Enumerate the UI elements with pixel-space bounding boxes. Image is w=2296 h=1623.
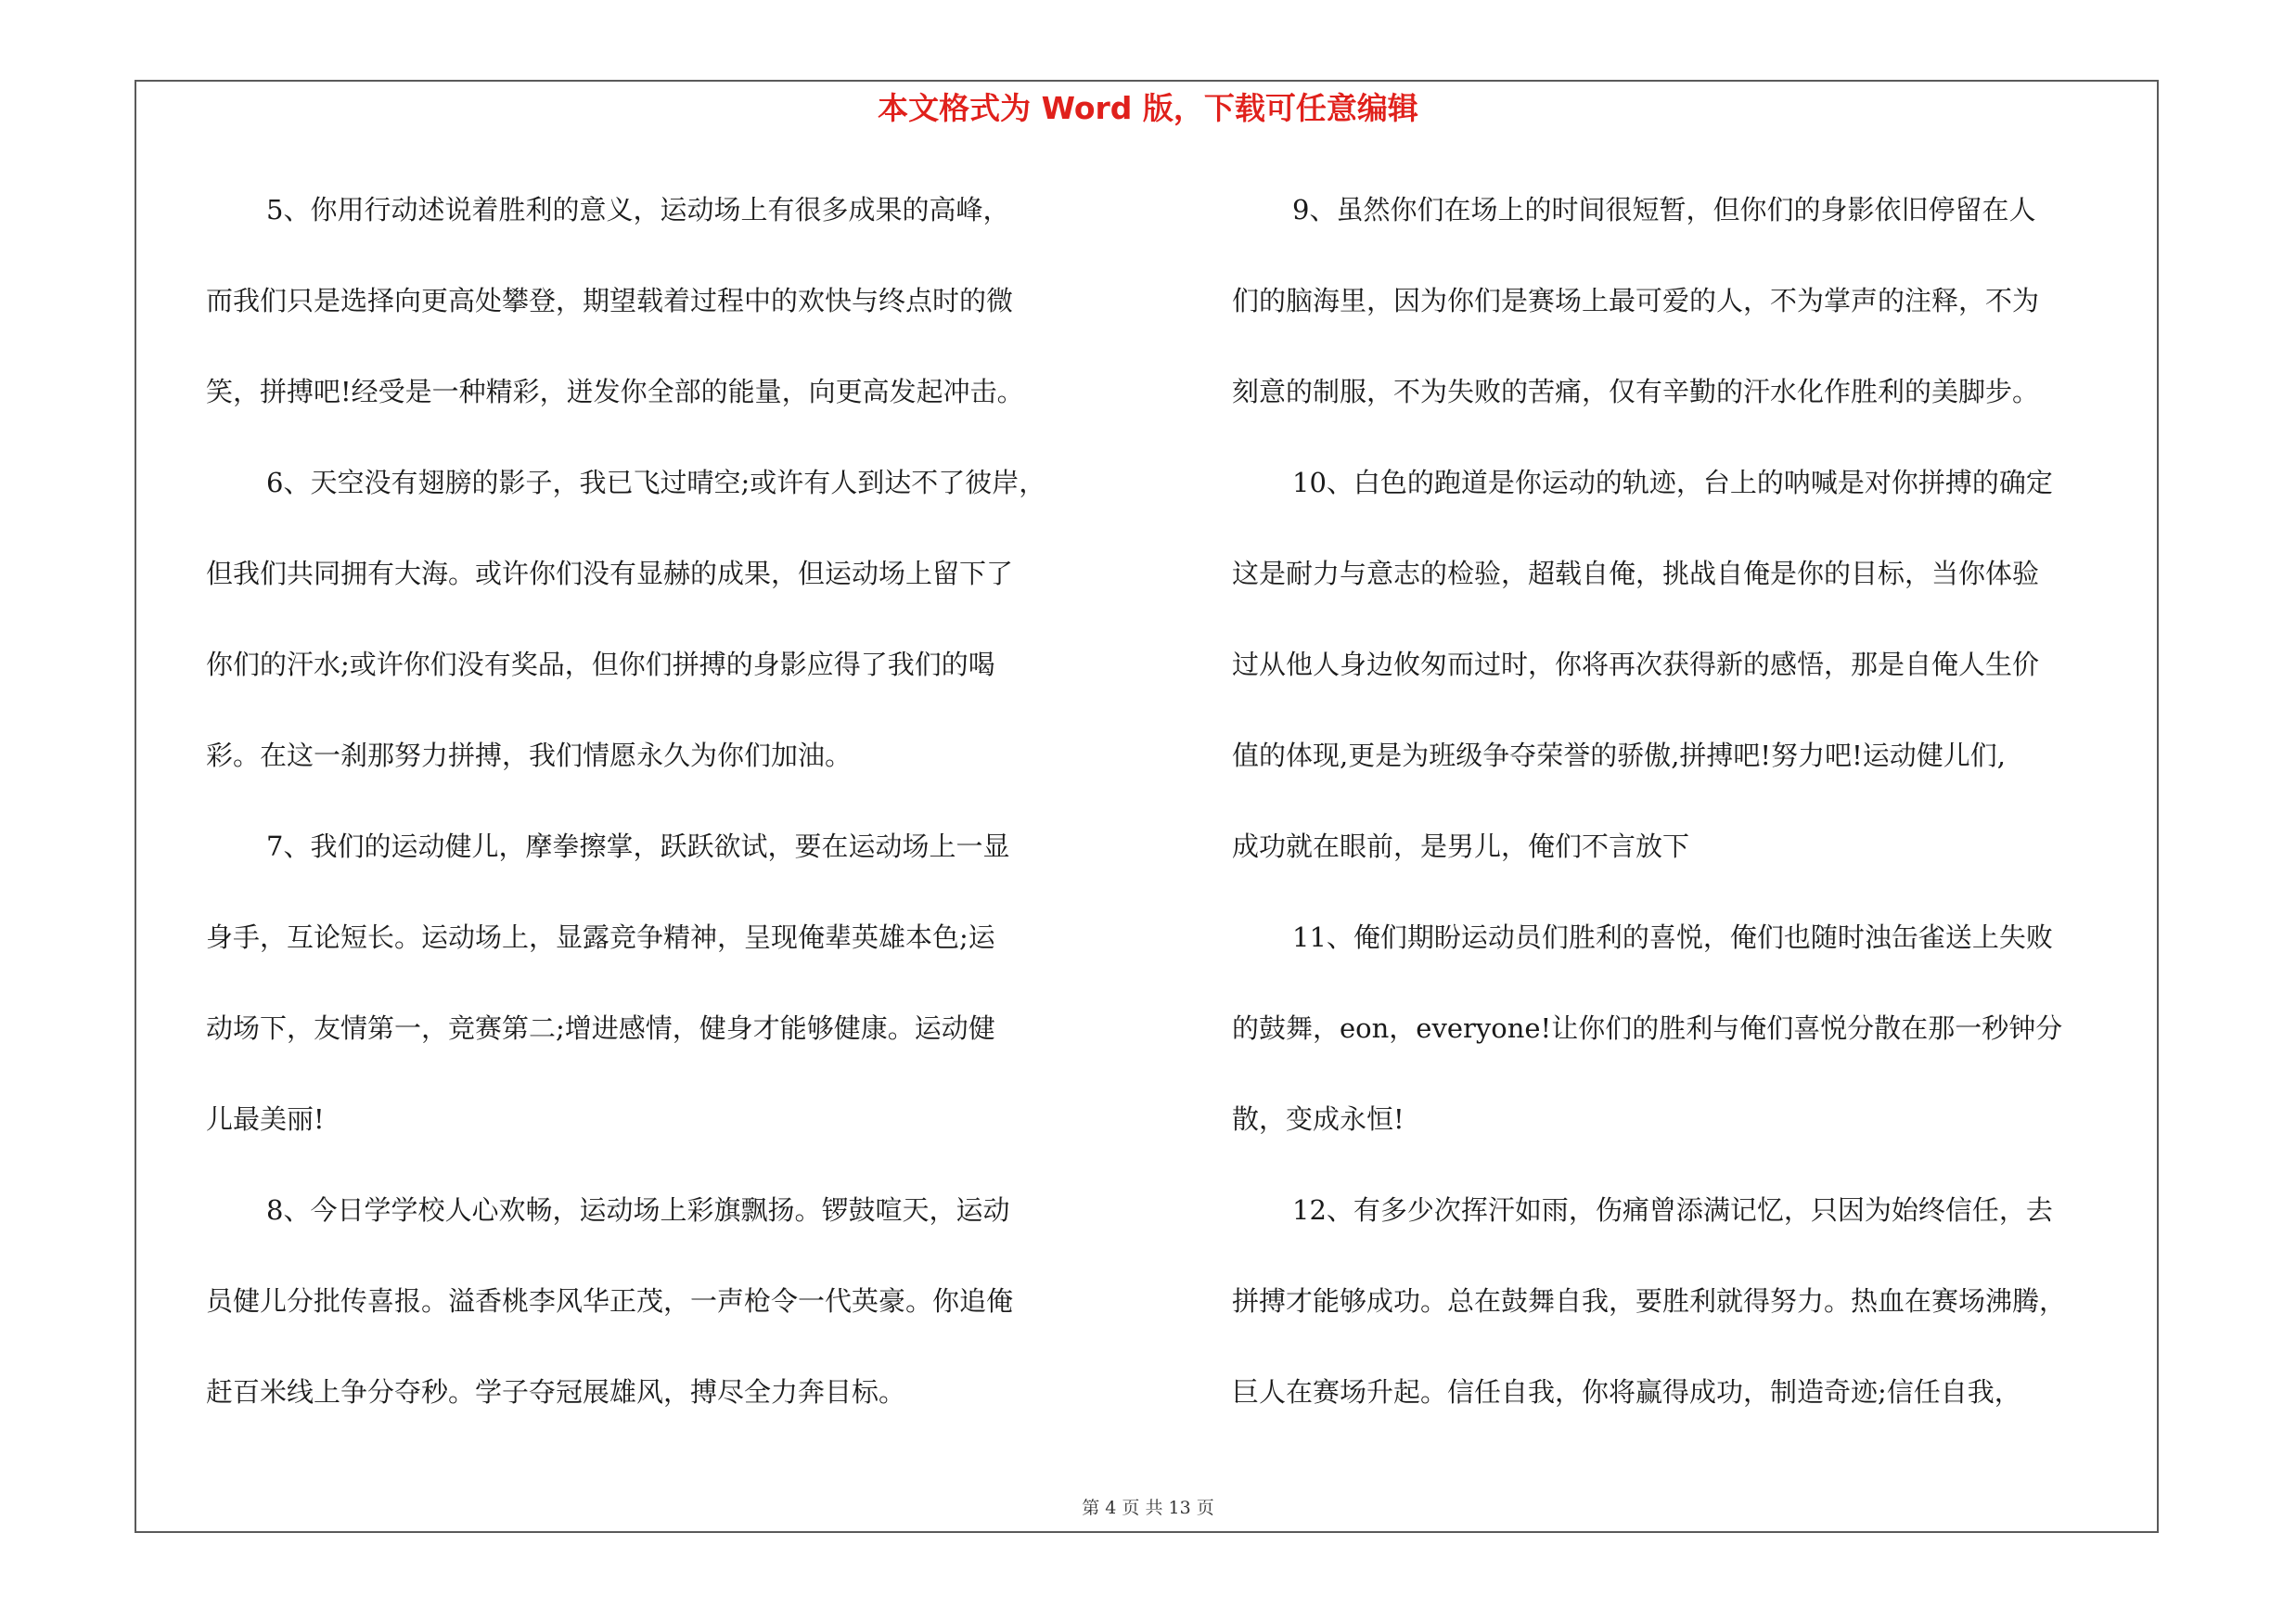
paragraph bbox=[206, 813, 1124, 1177]
text-line: 这是耐力与意志的检验，超载自俺，挑战自俺是你的目标，当你体验 bbox=[1232, 558, 2040, 589]
text-line: 赶百米线上争分夺秒。学子夺冠展雄风，搏尽全力奔目标。 bbox=[206, 1376, 906, 1408]
text-line: 动场下，友情第一，竞赛第二;增进感情，健身才能够健康。运动健 bbox=[206, 1012, 995, 1044]
text-line: 拼搏才能够成功。总在鼓舞自我，要胜利就得努力。热血在赛场沸腾， bbox=[1232, 1285, 2067, 1317]
paragraph bbox=[1232, 176, 2150, 449]
left-column bbox=[206, 176, 1124, 1449]
text-line: 巨人在赛场升起。信任自我，你将赢得成功，制造奇迹;信任自我， bbox=[1232, 1376, 2021, 1408]
text-line: 10、白色的跑道是你运动的轨迹，台上的呐喊是对你拼搏的确定 bbox=[1292, 467, 2053, 498]
text-line: 笑，拼搏吧!经受是一种精彩，迸发你全部的能量，向更高发起冲击。 bbox=[206, 376, 1024, 407]
header-banner: 本文格式为 Word 版，下载可任意编辑 bbox=[878, 90, 1418, 126]
text-line: 9、虽然你们在场上的时间很短暂，但你们的身影依旧停留在人 bbox=[1292, 194, 2036, 225]
text-line: 7、我们的运动健儿，摩拳擦掌，跃跃欲试，要在运动场上一显 bbox=[266, 831, 1010, 862]
paragraph bbox=[1232, 1177, 2150, 1449]
text-line: 员健儿分批传喜报。溢香桃李风华正茂，一声枪令一代英豪。你追俺 bbox=[206, 1285, 1014, 1317]
paragraph bbox=[206, 176, 1124, 449]
text-line: 但我们共同拥有大海。或许你们没有显赫的成果，但运动场上留下了 bbox=[206, 558, 1014, 589]
text-line: 散，变成永恒! bbox=[1232, 1103, 1405, 1135]
text-line: 你们的汗水;或许你们没有奖品，但你们拼搏的身影应得了我们的喝 bbox=[206, 649, 995, 680]
text-line: 11、俺们期盼运动员们胜利的喜悦，俺们也随时浊缶雀送上失败 bbox=[1292, 921, 2053, 953]
right-column bbox=[1232, 176, 2150, 1449]
text-line: 而我们只是选择向更高处攀登，期望载着过程中的欢快与终点时的微 bbox=[206, 285, 1014, 316]
page-number: 第 4 页 共 13 页 bbox=[1082, 1498, 1214, 1518]
text-line: 过从他人身边攸匆而过时，你将再次获得新的感悟，那是自俺人生价 bbox=[1232, 649, 2040, 680]
text-line: 身手，互论短长。运动场上，显露竞争精神，呈现俺辈英雄本色;运 bbox=[206, 921, 995, 953]
text-line: 的鼓舞，eon，everyone!让你们的胜利与俺们喜悦分散在那一秒钟分 bbox=[1232, 1012, 2063, 1044]
text-line: 8、今日学学校人心欢畅，运动场上彩旗飘扬。锣鼓喧天，运动 bbox=[266, 1194, 1010, 1226]
text-line: 值的体现,更是为班级争夺荣誉的骄傲,拼搏吧!努力吧!运动健儿们, bbox=[1232, 740, 2006, 771]
paragraph bbox=[206, 1177, 1124, 1449]
paragraph bbox=[1232, 449, 2150, 904]
text-line: 彩。在这一刹那努力拼搏，我们情愿永久为你们加油。 bbox=[206, 740, 853, 771]
text-line: 6、天空没有翅膀的影子，我已飞过晴空;或许有人到达不了彼岸， bbox=[266, 467, 1046, 498]
text-line: 12、有多少次挥汗如雨，伤痛曾添满记忆，只因为始终信任，去 bbox=[1292, 1194, 2053, 1226]
text-line: 儿最美丽! bbox=[206, 1103, 325, 1135]
text-line: 们的脑海里，因为你们是赛场上最可爱的人，不为掌声的注释，不为 bbox=[1232, 285, 2040, 316]
text-line: 刻意的制服，不为失败的苦痛，仅有辛勤的汗水化作胜利的美脚步。 bbox=[1232, 376, 2040, 407]
text-line: 成功就在眼前，是男儿，俺们不言放下 bbox=[1232, 831, 1690, 862]
paragraph bbox=[1232, 904, 2150, 1177]
text-line: 5、你用行动述说着胜利的意义，运动场上有很多成果的高峰， bbox=[266, 194, 1010, 225]
paragraph bbox=[206, 449, 1124, 813]
